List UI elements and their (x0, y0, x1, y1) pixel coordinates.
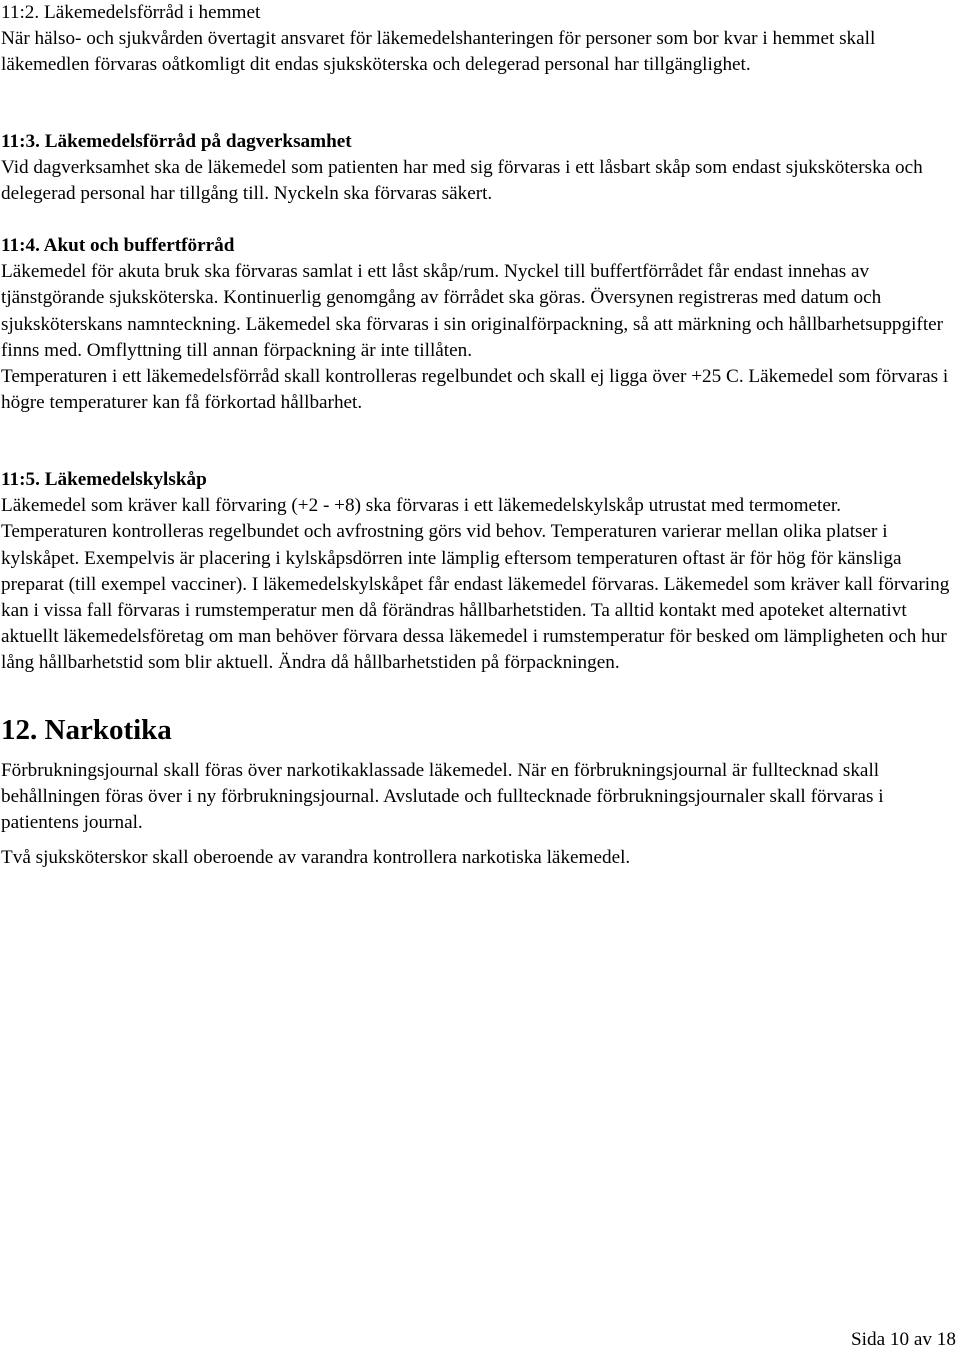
chapter-title: 12. Narkotika (1, 714, 172, 746)
page-number: Sida 10 av 18 (851, 1329, 956, 1350)
section-11-2 (1, 0, 951, 79)
chapter-body-2 (1, 845, 951, 871)
section-paragraph: Vid dagverksamhet ska de läkemedel som patienten har med sig förvaras i ett låsbart skåp som endast sjuksköterska och delegerad personal har tillgång till. Nyckeln ska förvaras säkert. (1, 157, 923, 205)
section-heading: 11:5. Läkemedelskylskåp (1, 469, 207, 490)
section-paragraph: När hälso- och sjukvården övertagit ansvaret för läkemedelshanteringen för personer som bor kvar i hemmet skall läkemedlen förvaras oåtkomligt dit endas sjuksköterska och delegerad personal har tillgänglighet. (1, 28, 876, 76)
chapter-paragraph: Förbrukningsjournal skall föras över narkotikaklassade läkemedel. När en förbrukningsjournal är fulltecknad skall behållningen föras över i ny förbrukningsjournal. Avslutade och fulltecknade förbrukningsjournaler skall förvaras i patientens journal. (1, 760, 884, 834)
section-heading: 11:3. Läkemedelsförråd på dagverksamhet (1, 131, 352, 152)
section-heading: 11:4. Akut och buffertförråd (1, 235, 235, 256)
chapter-body (1, 758, 951, 837)
section-paragraph: Temperaturen i ett läkemedelsförråd skall kontrolleras regelbundet och skall ej ligga över +25 C. Läkemedel som förvaras i högre temperaturer kan få förkortad hållbarhet. (1, 366, 949, 414)
section-paragraph: Läkemedel som kräver kall förvaring (+2 - +8) ska förvaras i ett läkemedelskylskåp utrustat med termometer. Temperaturen kontrolleras regelbundet och avfrostning görs vid behov. Temperaturen varierar mellan olika platser i kylskåpet. Exempelvis är placering i kylskåpsdörren inte lämplig eftersom temperaturen oftast är för hög för känsliga preparat (till exempel vacciner). I läkemedelskylskåpet får endast läkemedel förvaras. Läkemedel som kräver kall förvaring kan i vissa fall förvaras i rumstemperatur men då förändras hållbarhetstiden. Ta alltid kontakt med apoteket alternativt aktuellt läkemedelsföretag om man behöver förvara dessa läkemedel i rumstemperatur för besked om lämpligheten och hur lång hållbarhetstid som blir aktuell. Ändra då hållbarhetstiden på förpackningen. (1, 495, 950, 674)
chapter-paragraph: Två sjuksköterskor skall oberoende av varandra kontrollera narkotiska läkemedel. (1, 847, 631, 868)
section-11-5 (1, 467, 951, 677)
section-11-3 (1, 129, 951, 208)
section-paragraph: Läkemedel för akuta bruk ska förvaras samlat i ett låst skåp/rum. Nyckel till buffertförrådet får endast innehas av tjänstgörande sjuksköterska. Kontinuerlig genomgång av förrådet ska göras. Översynen registreras med datum och sjuksköterskans namnteckning. Läkemedel ska förvaras i sin originalförpackning, så att märkning och hållbarhetsuppgifter finns med. Omflyttning till annan förpackning är inte tillåten. (1, 261, 944, 361)
section-11-4 (1, 233, 951, 416)
section-heading: 11:2. Läkemedelsförråd i hemmet (1, 2, 261, 23)
